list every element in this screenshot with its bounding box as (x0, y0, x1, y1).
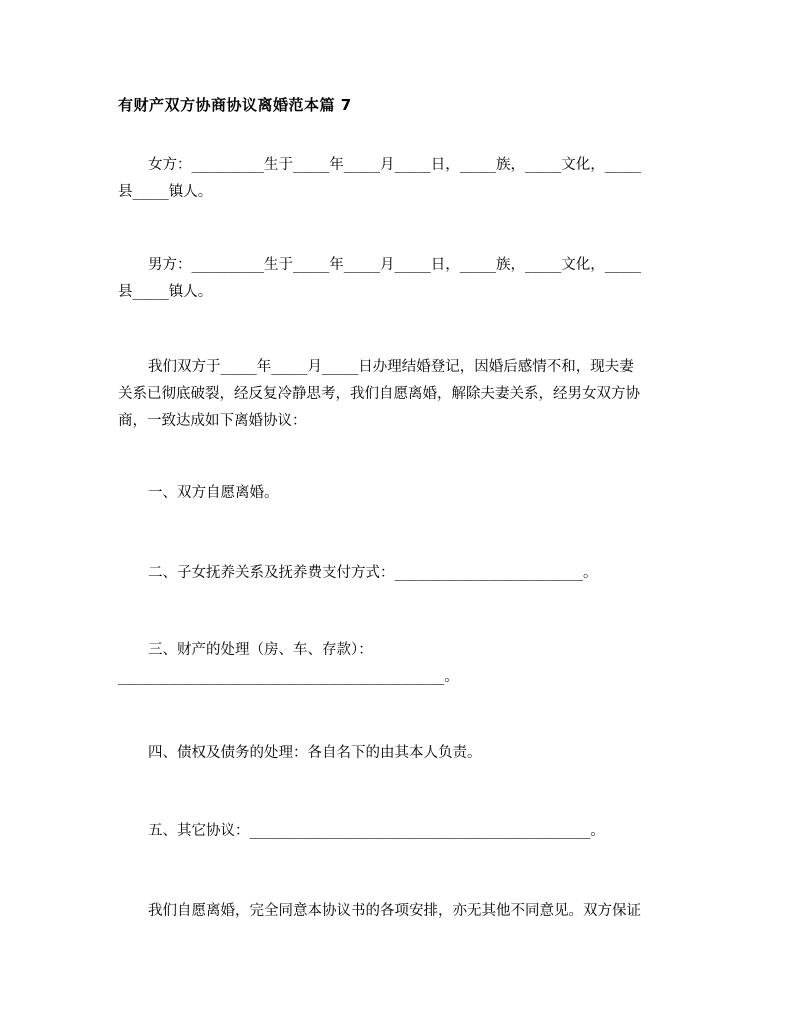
male-party-line-1: 男方：__________生于_____年_____月_____日，_____族，_____文化，_____ (148, 257, 641, 273)
clause-2: 二、子女抚养关系及抚养费支付方式：__________________________。 (148, 565, 598, 581)
male-party-line-2: 县_____镇人。 (118, 284, 213, 300)
clause-5: 五、其它协议：_______________________________________________。 (148, 823, 605, 839)
intro-paragraph (118, 354, 682, 435)
female-party-line-1: 女方：__________生于_____年_____月_____日，_____族，_____文化，_____ (148, 157, 641, 173)
closing-paragraph: 我们自愿离婚，完全同意本协议书的各项安排，亦无其他不同意见。双方保证 (148, 903, 641, 919)
intro-line-1: 我们双方于_____年_____月_____日办理结婚登记，因婚后感情不和，现夫妻 (148, 359, 634, 375)
intro-line-2: 关系已彻底破裂，经反复冷静思考，我们自愿离婚，解除夫妻关系，经男女双方协 (118, 386, 640, 402)
clause-3-line-2: _____________________________________________。 (118, 669, 459, 685)
clause-3-line-1: 三、财产的处理（房、车、存款）： (148, 642, 373, 658)
clause-3 (118, 637, 682, 691)
male-party-paragraph (118, 252, 682, 306)
clause-4: 四、债权及债务的处理：各自名下的由其本人负责。 (148, 745, 482, 761)
female-party-line-2: 县_____镇人。 (118, 184, 213, 200)
clause-1: 一、双方自愿离婚。 (148, 485, 279, 501)
female-party-paragraph (118, 152, 682, 206)
intro-line-3: 商，一致达成如下离婚协议： (118, 413, 307, 429)
document-title: 有财产双方协商协议离婚范本篇 7 (118, 96, 352, 114)
